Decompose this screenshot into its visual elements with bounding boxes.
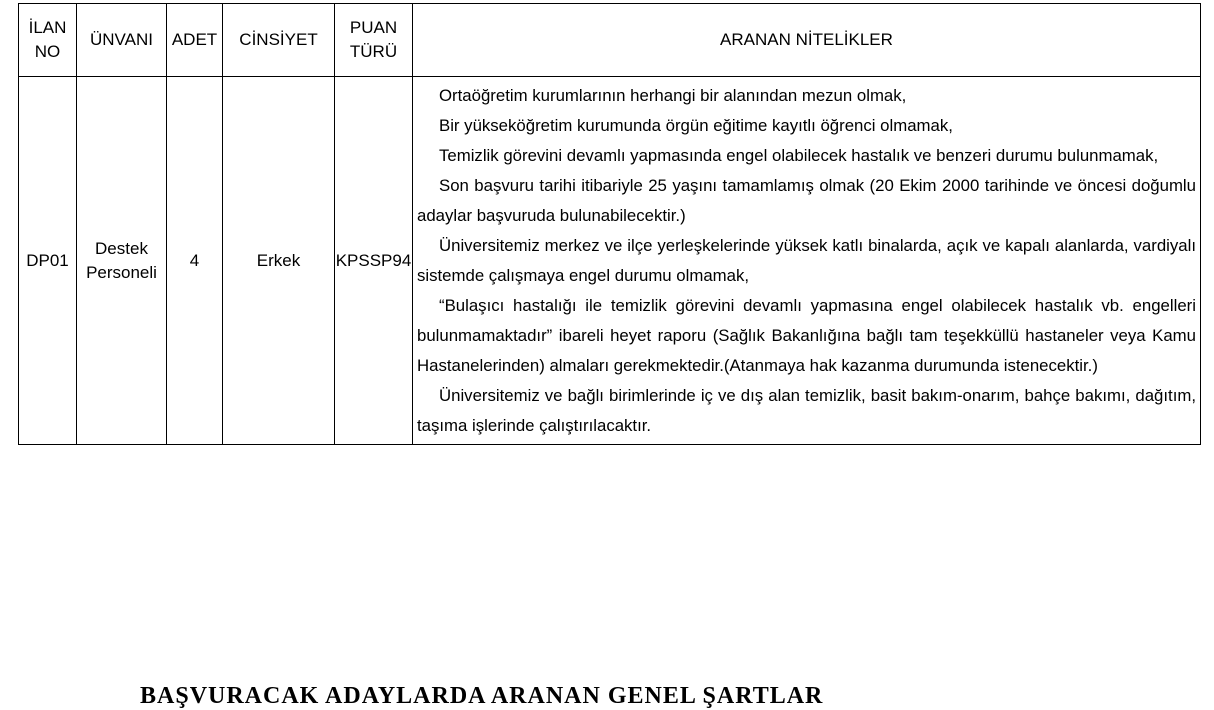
qualification-item: Temizlik görevini devamlı yapmasında engel olabilecek hastalık ve benzeri durumu bulunmamak, <box>439 146 1159 165</box>
header-cinsiyet: CİNSİYET <box>223 4 335 77</box>
cell-cinsiyet: Erkek <box>223 77 335 445</box>
header-unvani: ÜNVANI <box>77 4 167 77</box>
cell-unvani: Destek Personeli <box>77 77 167 445</box>
cell-aranan-nitelikler <box>413 77 1201 445</box>
job-posting-table <box>18 3 1201 445</box>
qualification-item: Son başvuru tarihi itibariyle 25 yaşını tamamlamış olmak (20 Ekim 2000 tarihinde ve öncesi doğumlu adaylar başvuruda bulunabilecektir.) <box>417 176 1196 225</box>
header-ilan-no: İLAN NO <box>19 4 77 77</box>
qualification-item: “Bulaşıcı hastalığı ile temizlik görevini devamlı yapmasına engel olabilecek hastalık vb. engelleri bulunmamaktadır” ibareli heyet raporu (Sağlık Bakanlığına bağlı tam teşekküllü hastaneler veya Kamu Hastanelerinden) almaları gerekmektedir.(Atanmaya hak kazanma durumunda istenecektir.) <box>417 296 1196 375</box>
header-aranan-nitelikler: ARANAN NİTELİKLER <box>413 4 1201 77</box>
qualification-item: Üniversitemiz merkez ve ilçe yerleşkelerinde yüksek katlı binalarda, açık ve kapalı alanlarda, vardiyalı sistemde çalışmaya engel durumu olmamak, <box>417 236 1196 285</box>
header-row <box>19 4 1201 77</box>
cell-adet: 4 <box>167 77 223 445</box>
header-adet: ADET <box>167 4 223 77</box>
qualification-item: Ortaöğretim kurumlarının herhangi bir alanından mezun olmak, <box>439 86 907 105</box>
qualification-item: Üniversitemiz ve bağlı birimlerinde iç ve dış alan temizlik, basit bakım-onarım, bahçe bakımı, dağıtım, taşıma işlerinde çalıştırılacaktır. <box>417 386 1196 435</box>
table-row <box>19 77 1201 445</box>
cell-puan-turu: KPSSP94 <box>335 77 413 445</box>
cell-ilan-no: DP01 <box>19 77 77 445</box>
header-puan-turu: PUAN TÜRÜ <box>335 4 413 77</box>
general-requirements-heading: BAŞVURACAK ADAYLARDA ARANAN GENEL ŞARTLAR <box>140 683 824 709</box>
qualification-item: Bir yükseköğretim kurumunda örgün eğitime kayıtlı öğrenci olmamak, <box>439 116 953 135</box>
